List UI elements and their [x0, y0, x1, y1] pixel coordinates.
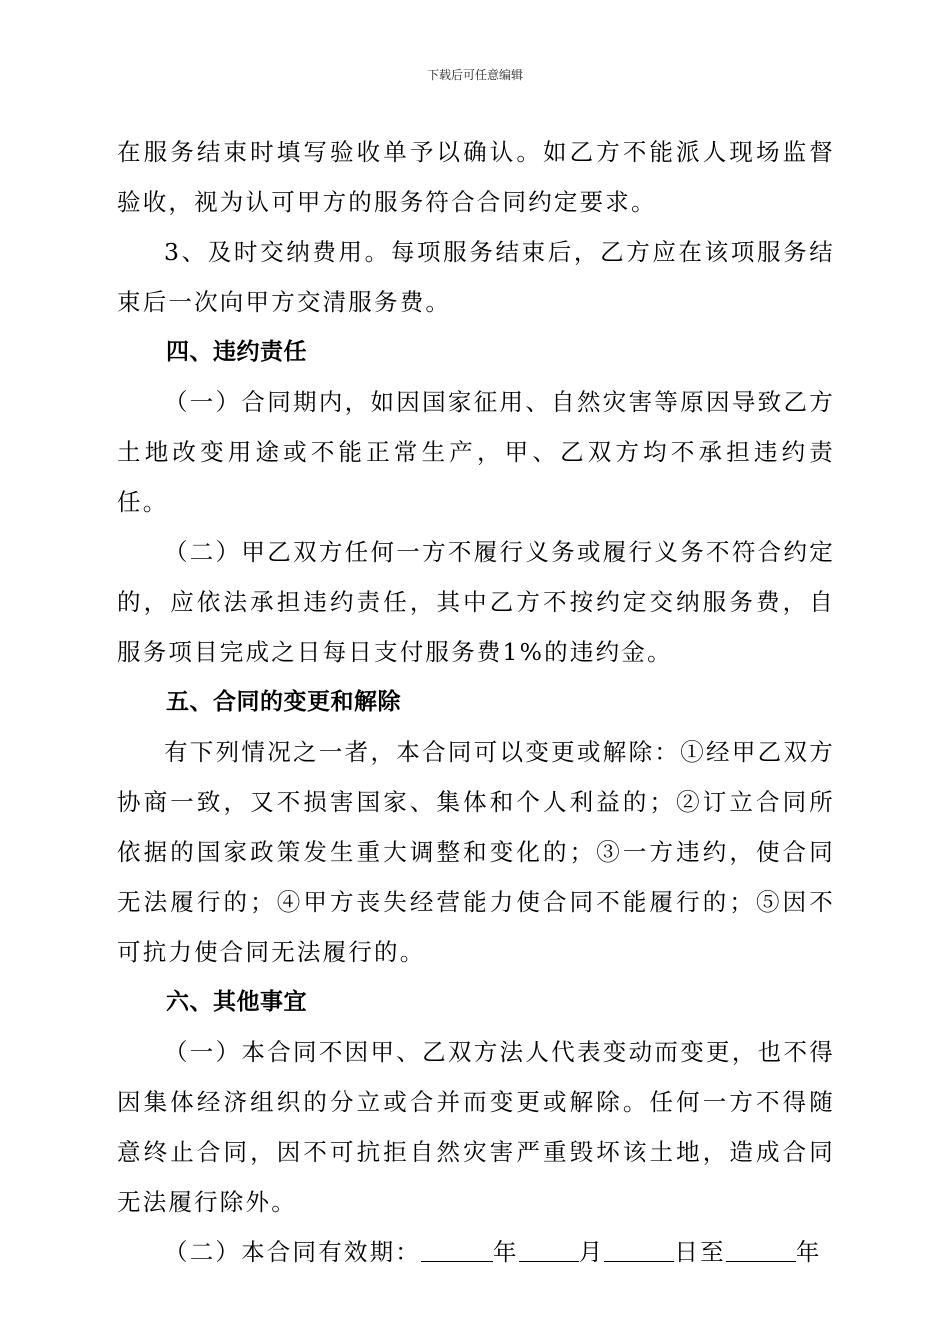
page-header: 下载后可任意编辑 — [426, 68, 523, 82]
section-heading-breach: 四、违约责任 — [166, 339, 307, 365]
validity-month: 月 — [578, 1238, 605, 1266]
section-heading-other: 六、其他事宜 — [166, 989, 307, 1015]
blank-day-start — [604, 1239, 674, 1262]
paragraph-acceptance: 在服务结束时填写验收单予以确认。如乙方不能派人现场监督验收，视为认可甲方的服务符合合同约定要求。 — [117, 138, 835, 216]
paragraph-validity — [117, 1227, 835, 1277]
paragraph-breach-1: （一）合同期内，如因国家征用、自然灾害等原因导致乙方土地改变用途或不能正常生产，甲、乙双方均不承担违约责任。 — [117, 388, 835, 516]
validity-prefix: （二）本合同有效期： — [164, 1238, 421, 1266]
blank-month-start — [519, 1239, 579, 1262]
validity-year-end: 年 — [795, 1238, 822, 1266]
paragraph-change: 有下列情况之一者，本合同可以变更或解除：①经甲乙双方协商一致，又不损害国家、集体和个人利益的；②订立合同所依据的国家政策发生重大调整和变化的；③一方违约，使合同无法履行的；④甲方丧失经营能力使合同不能履行的；⑤因不可抗力使合同无法履行的。 — [117, 738, 835, 966]
section-heading-change: 五、合同的变更和解除 — [166, 689, 401, 715]
paragraph-breach-2: （二）甲乙双方任何一方不履行义务或履行义务不符合约定的，应依法承担违约责任，其中乙方不按约定交纳服务费，自服务项目完成之日每日支付服务费1%的违约金。 — [117, 538, 835, 666]
blank-year-start — [421, 1239, 493, 1262]
paragraph-other-1: （一）本合同不因甲、乙双方法人代表变动而变更，也不得因集体经济组织的分立或合并而变更或解除。任何一方不得随意终止合同，因不可抗拒自然灾害严重毁坏该土地，造成合同无法履行除外。 — [117, 1038, 835, 1216]
blank-year-end — [726, 1239, 796, 1262]
document-body — [117, 127, 835, 1277]
validity-day-to: 日至 — [674, 1238, 726, 1266]
validity-year: 年 — [493, 1238, 519, 1266]
paragraph-payment: 3、及时交纳费用。每项服务结束后，乙方应在该项服务结束后一次向甲方交清服务费。 — [117, 238, 835, 316]
